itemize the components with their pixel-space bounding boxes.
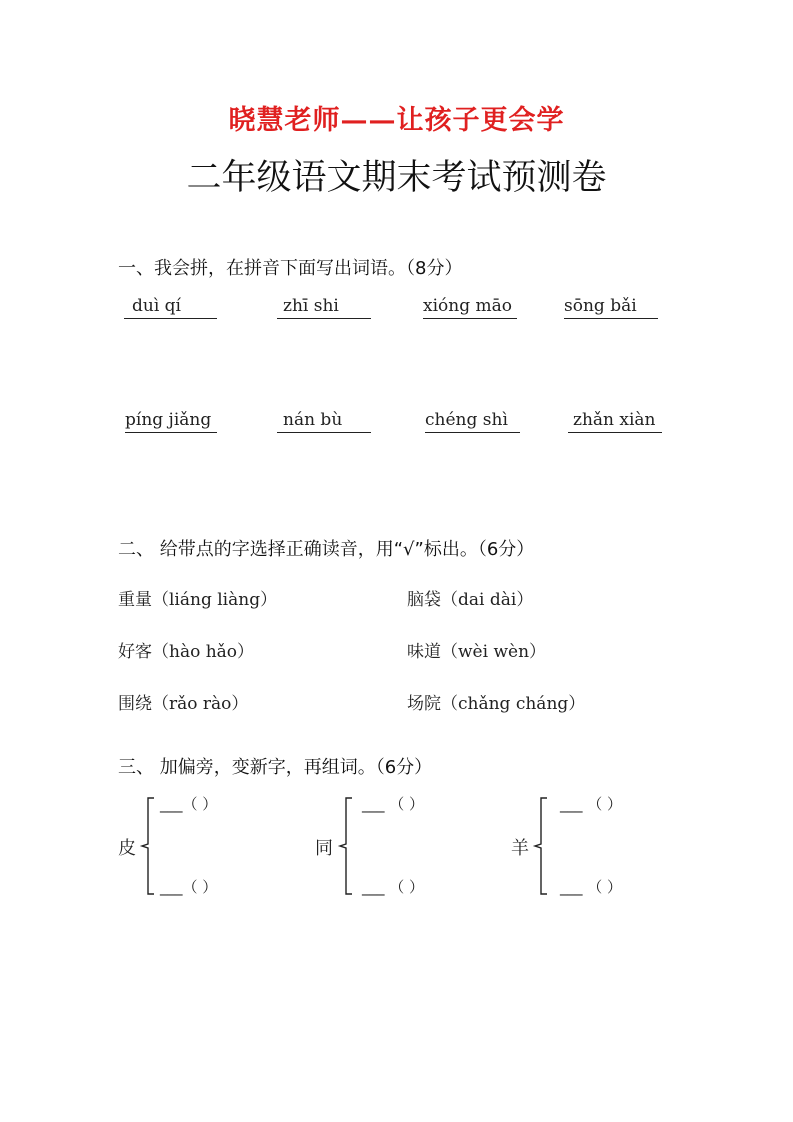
pinyin-item-8: zhǎn xiàn xyxy=(573,410,656,430)
blank-slot-1-top[interactable]: ___（ ） xyxy=(160,795,218,813)
pinyin-item-3: xióng māo xyxy=(423,296,512,316)
blank-slot-1-bottom[interactable]: ___（ ） xyxy=(160,878,218,896)
reading-choice-6[interactable] xyxy=(407,689,585,714)
answer-line-1[interactable] xyxy=(124,318,217,319)
base-char-1: 皮 xyxy=(118,838,136,859)
brand-title: 晓慧老师——让孩子更会学 xyxy=(228,105,565,136)
pinyin-item-2: zhī shi xyxy=(283,296,339,316)
section-1-heading: 一、我会拼，在拼音下面写出词语。（8分） xyxy=(118,258,463,279)
answer-line-5[interactable] xyxy=(125,432,217,433)
reading-options[interactable]: （dai dài） xyxy=(441,590,534,610)
reading-options[interactable]: （rǎo rào） xyxy=(152,694,249,714)
blank-slot-2-top[interactable]: ___ （ ） xyxy=(362,795,425,813)
page-title: 二年级语文期末考试预测卷 xyxy=(186,158,607,198)
reading-options[interactable]: （liáng liàng） xyxy=(152,590,278,610)
answer-line-2[interactable] xyxy=(277,318,371,319)
blank-slot-3-top[interactable]: ___ （ ） xyxy=(560,795,623,813)
left-brace-2 xyxy=(338,796,358,896)
base-char-3: 羊 xyxy=(511,838,529,859)
pinyin-item-4: sōng bǎi xyxy=(564,296,637,316)
pinyin-item-5: píng jiǎng xyxy=(125,410,212,430)
left-brace-3 xyxy=(533,796,553,896)
left-brace-1 xyxy=(140,796,160,896)
answer-line-7[interactable] xyxy=(425,432,520,433)
reading-options[interactable]: （chǎng cháng） xyxy=(441,694,586,714)
reading-word: 好客 xyxy=(118,642,152,662)
reading-word: 重量 xyxy=(118,590,152,610)
pinyin-item-7: chéng shì xyxy=(425,410,508,430)
blank-slot-3-bottom[interactable]: ___ （ ） xyxy=(560,878,623,896)
reading-choice-2[interactable] xyxy=(407,585,533,610)
answer-line-3[interactable] xyxy=(423,318,517,319)
reading-options[interactable]: （hào hǎo） xyxy=(152,642,255,662)
answer-line-8[interactable] xyxy=(568,432,662,433)
base-char-2: 同 xyxy=(315,838,333,859)
answer-line-4[interactable] xyxy=(564,318,658,319)
reading-choice-4[interactable] xyxy=(407,637,546,662)
reading-options[interactable]: （wèi wèn） xyxy=(441,642,547,662)
reading-word: 脑袋 xyxy=(407,590,441,610)
section-2-heading: 二、 给带点的字选择正确读音，用“√”标出。（6分） xyxy=(118,539,535,560)
answer-line-6[interactable] xyxy=(277,432,371,433)
reading-word: 场院 xyxy=(407,694,441,714)
reading-choice-3[interactable] xyxy=(118,637,254,662)
reading-choice-5[interactable] xyxy=(118,689,248,714)
blank-slot-2-bottom[interactable]: ___ （ ） xyxy=(362,878,425,896)
reading-choice-1[interactable] xyxy=(118,585,277,610)
pinyin-item-6: nán bù xyxy=(283,410,343,430)
reading-word: 围绕 xyxy=(118,694,152,714)
reading-word: 味道 xyxy=(407,642,441,662)
pinyin-item-1: duì qí xyxy=(132,296,181,316)
section-3-heading: 三、 加偏旁，变新字，再组词。（6分） xyxy=(118,757,433,778)
